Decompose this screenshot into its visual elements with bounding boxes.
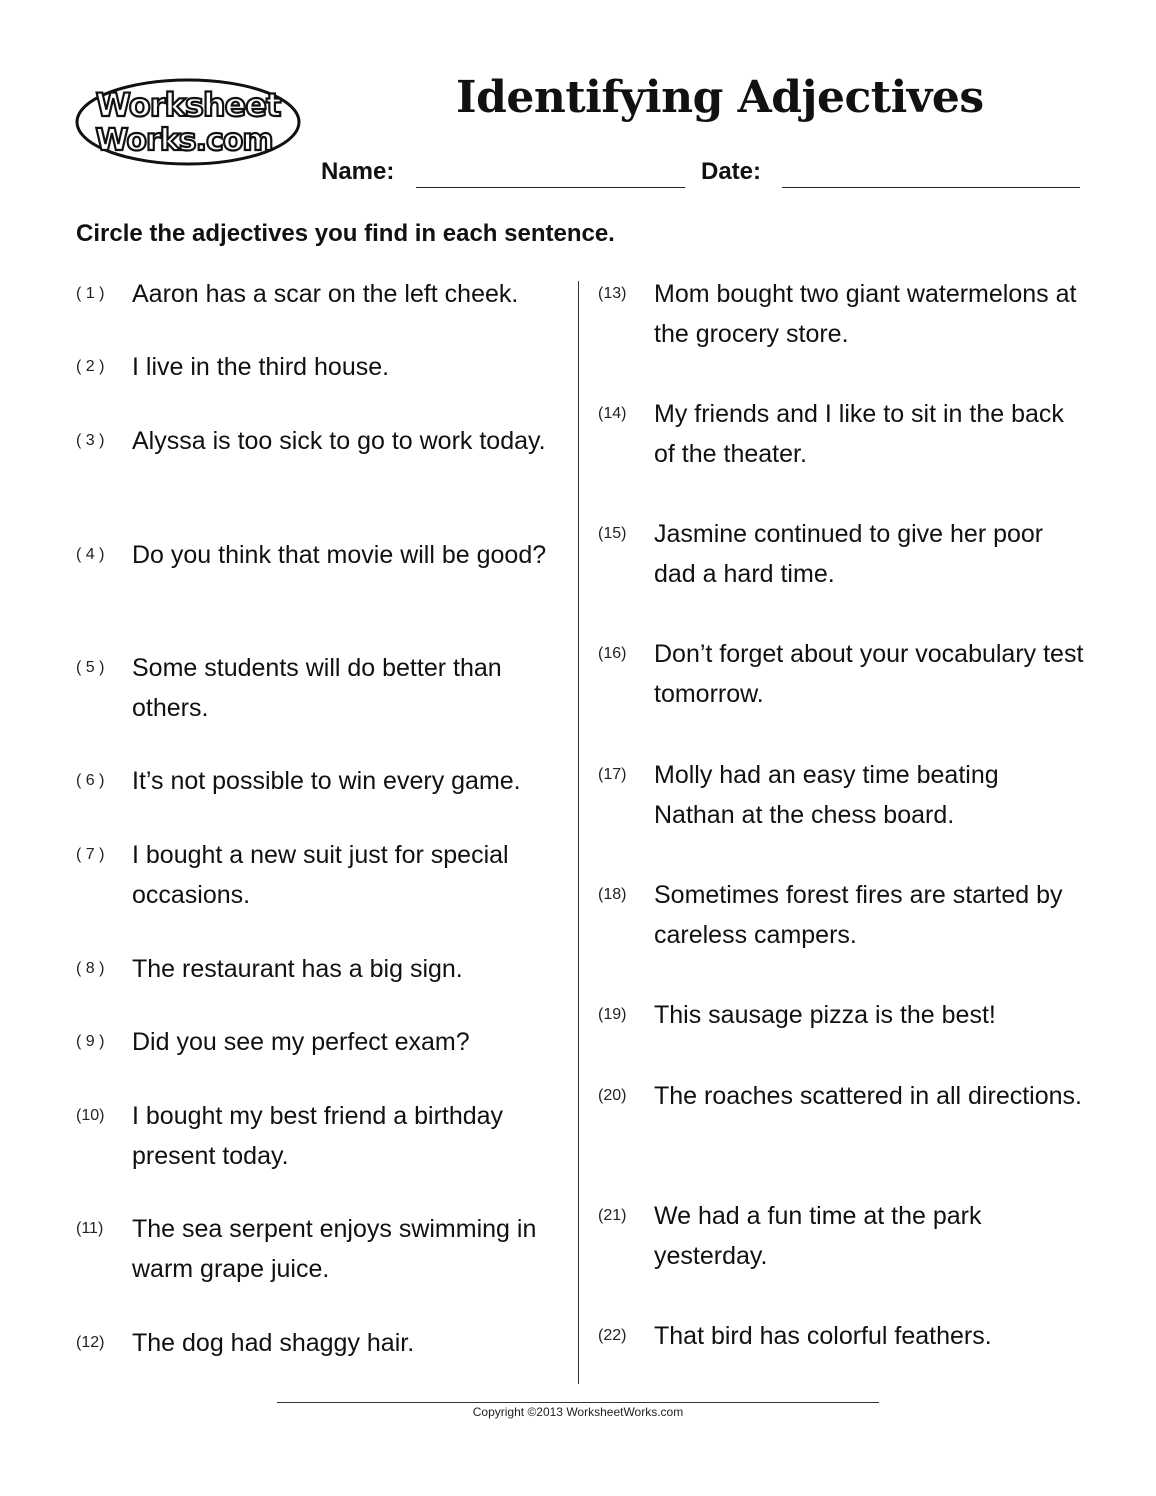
- question-text: Molly had an easy time beating Nathan at the chess board.: [654, 761, 999, 829]
- question-text: Sometimes forest fires are started by careless campers.: [654, 881, 1063, 949]
- question-number: (17): [598, 766, 627, 783]
- question-number: (20): [598, 1087, 627, 1104]
- question-text: We had a fun time at the park yesterday.: [654, 1202, 982, 1270]
- question-number: (11): [76, 1220, 104, 1237]
- question-text: That bird has colorful feathers.: [654, 1322, 992, 1350]
- question-text: I bought my best friend a birthday present today.: [132, 1102, 504, 1170]
- question-number: (15): [598, 525, 627, 542]
- name-input-line[interactable]: [416, 187, 685, 188]
- copyright-notice: Copyright ©2013 WorksheetWorks.com: [472, 1405, 684, 1419]
- question-text: Aaron has a scar on the left cheek.: [132, 280, 519, 308]
- question-text: Some students will do better than others.: [132, 654, 502, 722]
- question-text: The restaurant has a big sign.: [132, 955, 463, 983]
- question-text: Alyssa is too sick to go to work today.: [132, 427, 546, 455]
- question-number: (21): [598, 1207, 627, 1224]
- question-number: (18): [598, 886, 627, 903]
- question-text: Do you think that movie will be good?: [132, 541, 547, 569]
- question-text: The dog had shaggy hair.: [132, 1329, 415, 1357]
- question-number: (10): [76, 1107, 105, 1124]
- logo-line2: Works.com: [95, 123, 273, 158]
- logo-line1: Worksheet: [95, 86, 281, 124]
- date-input-line[interactable]: [782, 187, 1080, 188]
- question-number: (14): [598, 405, 627, 422]
- question-number: (22): [598, 1327, 627, 1344]
- question-text: The roaches scattered in all directions.: [654, 1082, 1082, 1110]
- footer-divider: [277, 1402, 879, 1403]
- question-text: Did you see my perfect exam?: [132, 1028, 470, 1056]
- question-number: ( 3 ): [76, 432, 105, 449]
- question-text: Don’t forget about your vocabulary test tomorrow.: [654, 640, 1084, 708]
- question-number: ( 9 ): [76, 1033, 105, 1050]
- question-number: (12): [76, 1334, 105, 1351]
- column-divider: [578, 281, 579, 1384]
- worksheetworks-logo: [72, 74, 304, 170]
- date-label: Date:: [701, 158, 762, 185]
- question-text: It’s not possible to win every game.: [132, 767, 521, 795]
- question-text: Jasmine continued to give her poor dad a hard time.: [654, 520, 1044, 588]
- question-text: This sausage pizza is the best!: [654, 1001, 996, 1029]
- page-title: Identifying Adjectives: [456, 72, 984, 123]
- question-text: The sea serpent enjoys swimming in warm grape juice.: [132, 1215, 537, 1283]
- question-text: My friends and I like to sit in the back of the theater.: [654, 400, 1064, 468]
- question-text: I bought a new suit just for special occasions.: [132, 841, 509, 909]
- question-number: ( 4 ): [76, 546, 105, 563]
- question-number: ( 1 ): [76, 285, 105, 302]
- question-number: ( 8 ): [76, 960, 105, 977]
- instructions: Circle the adjectives you find in each sentence.: [76, 220, 615, 247]
- question-number: ( 7 ): [76, 846, 105, 863]
- question-number: ( 5 ): [76, 659, 105, 676]
- question-number: ( 6 ): [76, 772, 105, 789]
- question-text: I live in the third house.: [132, 353, 390, 381]
- question-number: (19): [598, 1006, 627, 1023]
- question-text: Mom bought two giant watermelons at the grocery store.: [654, 280, 1077, 348]
- name-label: Name:: [321, 158, 395, 185]
- question-number: (16): [598, 645, 627, 662]
- question-number: (13): [598, 285, 627, 302]
- question-number: ( 2 ): [76, 358, 105, 375]
